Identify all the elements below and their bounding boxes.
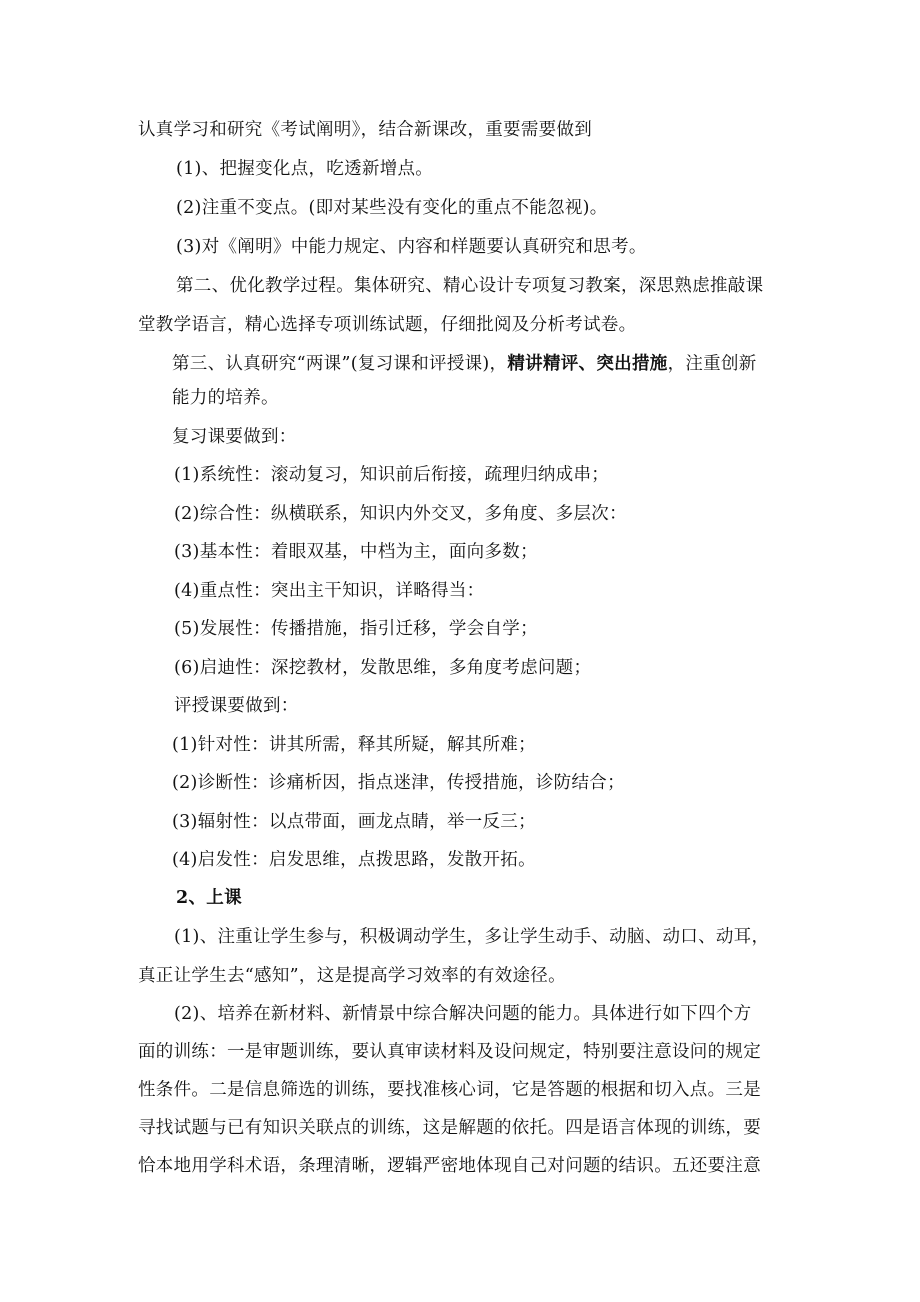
third-point-line: 能力的培养。: [172, 388, 279, 408]
second-point-line: 堂教学语言，精心选择专项训练试题，仔细批阅及分析考试卷。: [138, 315, 637, 335]
third-point-text: ，注重创新: [667, 354, 757, 374]
paragraph-line: 面的训练：一是审题训练，要认真审读材料及设问规定，特别要注意设问的规定: [138, 1042, 761, 1062]
section-heading: 2、上课: [176, 888, 242, 908]
comment-class-item: (4)启发性：启发思维，点拨思路，发散开拓。: [172, 850, 536, 870]
comment-class-item: (3)辐射性：以点带面，画龙点睛，举一反三；: [172, 812, 536, 832]
review-class-title: 复习课要做到：: [172, 427, 297, 447]
intro-item: (1)、把握变化点，吃透新增点。: [176, 159, 434, 179]
review-class-item: (6)启迪性：深挖教材，发散思维，多角度考虑问题；: [174, 658, 592, 678]
intro-item: (2)注重不变点。(即对某些没有变化的重点不能忽视)。: [176, 198, 608, 218]
paragraph-line: 真正让学生去“感知”，这是提高学习效率的有效途径。: [138, 966, 566, 986]
third-point-line: [172, 352, 757, 376]
third-point-text: 第三、认真研究“两课”(复习课和评授课)，: [172, 354, 508, 374]
paragraph-line: 恰本地用学科术语，条理清晰，逻辑严密地体现自己对问题的结识。五还要注意: [138, 1156, 761, 1176]
review-class-item: (3)基本性：着眼双基，中档为主，面向多数；: [174, 542, 538, 562]
comment-class-item: (1)针对性：讲其所需，释其所疑，解其所难；: [172, 735, 536, 755]
third-point-emphasis: 精讲精评、突出措施: [507, 354, 668, 374]
review-class-item: (1)系统性：滚动复习，知识前后衔接，疏理归纳成串；: [174, 465, 610, 485]
paragraph-line: 性条件。二是信息筛选的训练，要找准核心词，它是答题的根据和切入点。三是: [138, 1080, 761, 1100]
review-class-item: (5)发展性：传播措施，指引迁移，学会自学；: [174, 619, 538, 639]
review-class-item: (2)综合性：纵横联系，知识内外交叉，多角度、多层次：: [174, 504, 627, 524]
paragraph-line: (1)、注重让学生参与，积极调动学生，多让学生动手、动脑、动口、动耳，: [174, 927, 770, 947]
comment-class-title: 评授课要做到：: [174, 696, 299, 716]
intro-item: (3)对《阐明》中能力规定、内容和样题要认真研究和思考。: [176, 237, 647, 257]
paragraph-line: (2)、培养在新材料、新情景中综合解决问题的能力。具体进行如下四个方: [174, 1004, 752, 1024]
review-class-item: (4)重点性：突出主干知识，详略得当：: [174, 581, 485, 601]
paragraph-line: 寻找试题与已有知识关联点的训练，这是解题的依托。四是语言体现的训练，要: [138, 1118, 761, 1138]
intro-line: 认真学习和研究《考试阐明》，结合新课改，重要需要做到: [138, 120, 593, 140]
comment-class-item: (2)诊断性：诊痛析因，指点迷津，传授措施，诊防结合；: [172, 773, 625, 793]
second-point-line: 第二、优化教学过程。集体研究、精心设计专项复习教案，深思熟虑推敲课: [176, 276, 764, 296]
